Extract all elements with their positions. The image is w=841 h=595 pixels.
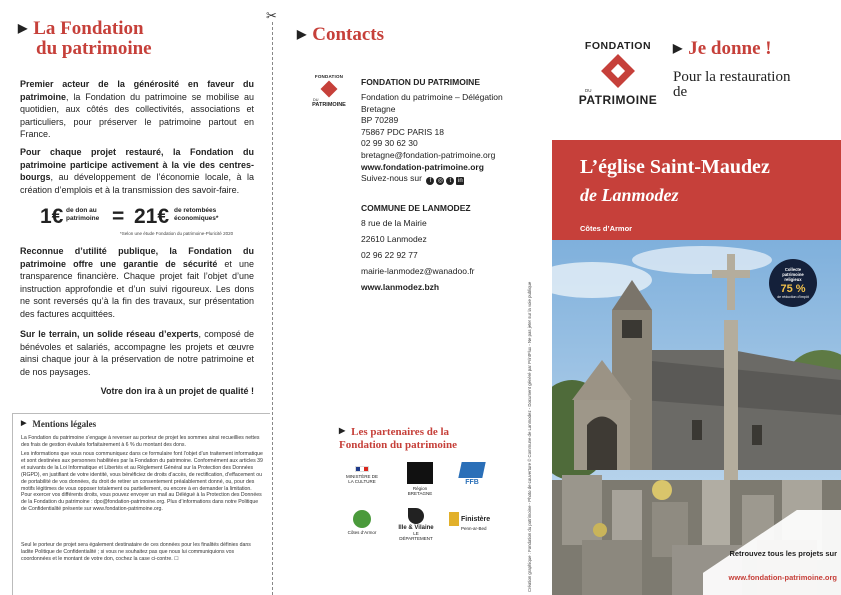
tax-reduction-badge (769, 259, 817, 307)
donation-formula (40, 205, 250, 231)
contacts-title (297, 24, 384, 45)
legal-paragraph-fees: La Fondation du patrimoine s’engage à reverser au porteur de projet les sommes ainsi recueillies nettes des frais de gestion évalués forfaitairement à 6 % du montant des dons. (21, 435, 260, 448)
paragraph-public-utility (20, 245, 254, 321)
contacts-panel (283, 0, 545, 595)
logo-diamond-icon (321, 81, 338, 98)
contact-line: BP 70289 (361, 115, 399, 126)
foundation-mini-logo (309, 74, 349, 116)
partner-ffb-logo (453, 462, 491, 492)
donate-heading (673, 38, 803, 100)
church-subtitle: de Lanmodez (580, 185, 679, 205)
arrow-icon: ▶ (18, 21, 28, 35)
partner-region-bretagne-logo (401, 462, 439, 497)
church-title: L’église Saint-Maudez (580, 156, 770, 178)
title-line-2: du patrimoine (36, 38, 152, 59)
partner-sublabel: Penn-ar-Bed (461, 526, 487, 531)
legal-paragraph-data: Les informations que vous nous communiquez dans ce formulaire font l’objet d’un traitement informatique et sont destinées aux personnes habilitées par la Fondation du patrimoine. Conformément aux articles 39 et suivants de la Loi Informatique et Libertés et au Règlement Général sur la Protection des Données (RGPD), en justifiant de votre identité, vous bénéficiez de droits d’accès, de rectification, d’effacement ou de portabilité de vos données, du droit de retirer un consentement préalablement donné, ou, pour des motifs légitimes de vous opposer totalement ou partiellement, ou encore à en demander la limitation. Pour exercer vos différents droits, vous pouvez envoyer un mail au Délégué à la Protection des Données de la Fondation du patrimoine : dpo@fondation-patrimoine.org. Plus d’informations dans notre Politique de Confidentialité présente sur www.fondation-patrimoine.org. (21, 451, 263, 513)
formula-equals: = (112, 205, 125, 228)
formula-left-caption: de don au patrimoine (66, 207, 100, 222)
mini-logo-top: FONDATION (314, 74, 344, 79)
badge-subcaption: de réduction d’impôt (777, 295, 809, 299)
contact-line: 22610 Lanmodez (361, 234, 427, 245)
arrow-icon: ▶ (339, 426, 346, 435)
foundation-title (18, 18, 238, 59)
logo-du: DU (585, 88, 592, 93)
linkedin-icon[interactable]: in (457, 178, 463, 185)
title-line-1: La Fondation (33, 18, 144, 39)
badge-percentage: 75 % (780, 283, 806, 295)
contact-email[interactable]: bretagne@fondation-patrimoine.org (361, 149, 496, 160)
finistere-icon (449, 512, 459, 526)
flag-icon (355, 466, 369, 472)
partners-title-line-1: Les partenaires de la (351, 426, 450, 438)
projects-website-link[interactable]: www.fondation-patrimoine.org (728, 573, 837, 582)
partner-label: Ille & Vilaine (398, 525, 434, 531)
region-label: Côtes d’Armor (580, 224, 633, 233)
contact-line: Fondation du patrimoine – Délégation (361, 92, 503, 102)
scissors-icon: ✂ (266, 8, 277, 23)
quality-statement: Votre don ira à un projet de qualité ! (100, 386, 254, 396)
foundation-logo (575, 40, 661, 110)
partner-label: MINISTÈRE DE LA CULTURE (345, 474, 378, 485)
foundation-website-link[interactable]: www.fondation-patrimoine.org (361, 161, 484, 172)
formula-right-caption: de retombées économiques* (174, 207, 219, 222)
formula-right-value: 21€ (134, 205, 170, 228)
region-bretagne-icon (407, 462, 433, 484)
social-row (361, 173, 541, 185)
partner-label: FFB (465, 479, 479, 486)
partner-label: Région BRETAGNE (407, 486, 433, 497)
partner-finistere-logo (449, 512, 493, 542)
contact-line: 75867 PDC PARIS 18 (361, 126, 444, 137)
partner-label: Finistère (461, 515, 491, 523)
p1-rest: , la Fondation du patrimoine se mobilise au quotidien, aux côtés des collectivités, associations et particuliers, pour préserver le patrimoine partout en France. (20, 91, 254, 140)
contacts-title-text: Contacts (312, 24, 385, 45)
cotes-darmor-icon (353, 510, 371, 528)
legal-notice-box (12, 413, 270, 595)
p1-bold: Premier acteur de la générosité en faveur du patrimoine (20, 79, 254, 102)
paragraph-first-actor (20, 78, 254, 141)
badge-caption: Collecte patrimoine religieux (782, 267, 804, 282)
contact-phone: 02 99 30 62 30 (361, 138, 418, 149)
contact-email[interactable]: mairie-lanmodez@wanadoo.fr (361, 266, 475, 277)
legal-paragraph-optout: Seul le porteur de projet sera également destinataire de ces données pour les finalités définies dans ladite Politique de Confidentialité ; si vous ne souhaitez pas que nous lui communiquions vos coordonnées et le montant de votre don, cochez la case ci-contre. ☐ (21, 542, 251, 562)
contact-commune-heading: COMMUNE DE LANMODEZ (361, 203, 471, 213)
logo-top: FONDATION (584, 40, 652, 52)
study-note: *Selon une étude Fondation du patrimoine-Pluricité 2020 (120, 231, 234, 236)
mini-logo-du: DU (313, 98, 319, 102)
cover-panel (545, 0, 841, 595)
partners-title-line-2: Fondation du patrimoine (339, 439, 457, 451)
p2-rest: , au développement de l’économie locale, à la création d’emplois et à la transmission des savoir-faire. (20, 172, 254, 195)
instagram-icon[interactable]: ◎ (437, 178, 443, 185)
facebook-icon[interactable]: f (426, 177, 434, 185)
donate-subtitle: Pour la restauration de (673, 69, 791, 100)
donate-title: Je donne ! (688, 38, 772, 59)
contact-foundation-heading: FONDATION DU PATRIMOINE (361, 77, 480, 87)
legal-title-text: Mentions légales (32, 419, 97, 429)
formula-left-value: 1€ (40, 205, 64, 228)
arrow-icon: ▶ (21, 419, 27, 427)
partner-sublabel: LE DÉPARTEMENT (399, 531, 433, 542)
p3-rest: et une transparence financière. Chaque projet fait l’objet d’une instruction approfondie et d’un suivi rigoureux. Les dons ne sont reversés qu’à la fin des travaux, sur présentation des factures acquittées. (20, 258, 254, 319)
church-banner (552, 140, 841, 240)
partner-ille-vilaine-logo (397, 508, 435, 542)
partner-label: Côtes d’Armor (347, 530, 377, 535)
legal-title (21, 419, 96, 429)
projects-callout-text: Retrouvez tous les projets sur (729, 549, 837, 558)
p2-bold: Pour chaque projet restauré, la Fondation du patrimoine participe activement à la vie des centres-bourgs (20, 147, 254, 183)
ffb-icon (458, 462, 485, 478)
partner-cotes-darmor-logo (343, 510, 381, 540)
p4-bold: Sur le terrain, un solide réseau d’experts (20, 329, 199, 339)
logo-bottom: PATRIMOINE (578, 93, 658, 107)
contact-phone: 02 96 22 92 77 (361, 250, 418, 261)
paragraph-projects (20, 146, 254, 196)
contact-line: Bretagne (361, 103, 396, 114)
partner-ministry-culture-logo (343, 462, 381, 492)
follow-label: Suivez-nous sur (361, 173, 422, 184)
partners-title (339, 424, 539, 452)
p3-bold: Reconnue d’utilité publique, la Fondation du patrimoine offre une garantie de sécurité (20, 246, 254, 269)
paragraph-experts (20, 328, 254, 378)
mini-logo-bottom: PATRIMOINE (312, 102, 346, 108)
cut-line (272, 22, 273, 595)
vertical-credit: Création graphique : Fondation du patrimoine - Photo de couverture © Commune de Lanmodez - Document généré par PrintFlux - Ne pas jeter sur la voie publique (527, 281, 532, 592)
arrow-icon: ▶ (297, 27, 307, 41)
contact-commune-details (361, 218, 541, 298)
arrow-icon: ▶ (673, 41, 683, 55)
twitter-icon[interactable]: t (446, 177, 454, 185)
ille-vilaine-icon (408, 508, 424, 524)
contact-foundation-details (361, 92, 541, 185)
logo-diamond-icon (601, 54, 635, 88)
foundation-panel (0, 0, 270, 595)
p4-rest: , composé de bénévoles et salariés, accompagne les projets et œuvre ainsi chaque jour à la préservation de notre patrimoine et de nos paysages. (20, 329, 254, 377)
commune-website-link[interactable]: www.lanmodez.bzh (361, 282, 440, 293)
contact-line: 8 rue de la Mairie (361, 218, 427, 228)
